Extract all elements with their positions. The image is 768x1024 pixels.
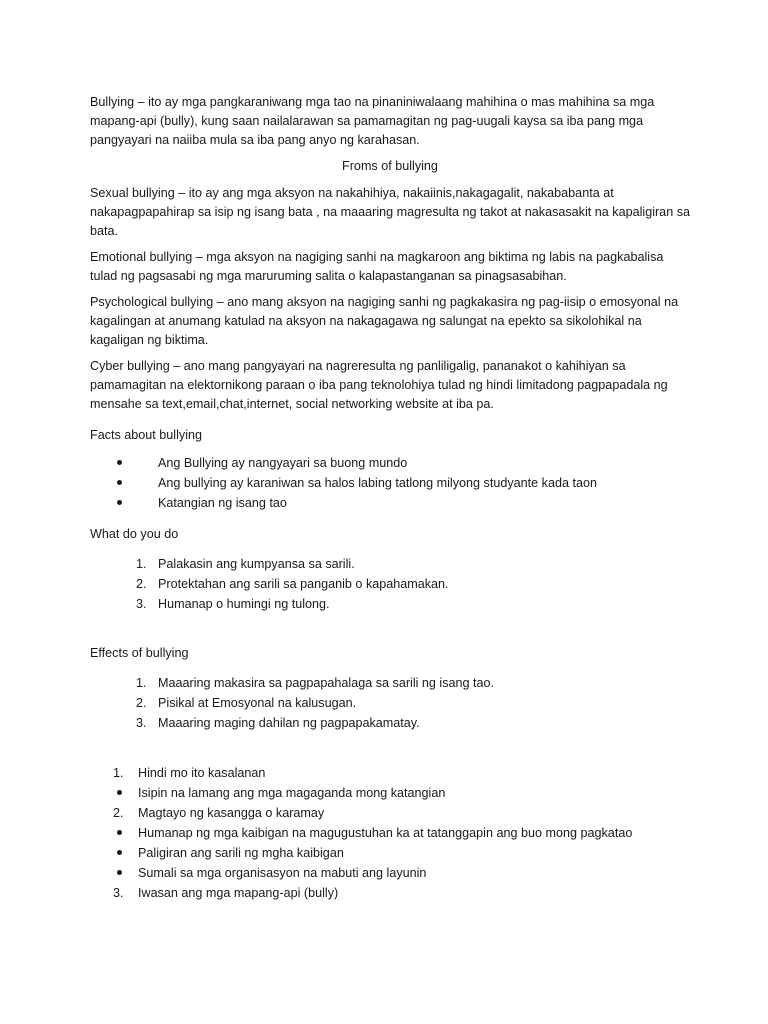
list-item: [90, 574, 690, 594]
list-item: [90, 883, 690, 903]
list-item-text: Isipin na lamang ang mga magaganda mong katangian: [138, 786, 446, 800]
list-item-text: Palakasin ang kumpyansa sa sarili.: [158, 557, 355, 571]
facts-list: [90, 453, 690, 513]
list-number: 3.: [113, 886, 124, 900]
list-item: [90, 843, 690, 863]
list-number: 2.: [113, 806, 124, 820]
list-item-text: Humanap ng mga kaibigan na magugustuhan ka at tatanggapin ang buo mong pagkatao: [138, 826, 633, 840]
what-list: [90, 554, 690, 614]
facts-heading: Facts about bullying: [90, 428, 203, 442]
list-item-text: Ang bullying ay karaniwan sa halos labing tatlong milyong studyante kada taon: [158, 476, 597, 490]
list-item: [90, 783, 690, 803]
list-item-text: Magtayo ng kasangga o karamay: [138, 806, 325, 820]
forms-heading: Froms of bullying: [342, 159, 438, 173]
list-item: [90, 693, 690, 713]
psychological-bullying-paragraph: Psychological bullying – ano mang aksyon na nagiging sanhi ng pagkakasira ng pag-iisip o emosyonal na kagalingan at anumang katulad na aksyon na nakagagawa ng salungat na epekto sa sikolohikal na kagaligan ng biktima.: [90, 295, 679, 347]
list-number: 2.: [136, 577, 147, 591]
list-number: 1.: [136, 676, 147, 690]
list-item-text: Paligiran ang sarili ng mgha kaibigan: [138, 846, 344, 860]
list-number: 2.: [136, 696, 147, 710]
effects-list: [90, 673, 690, 733]
list-item: [90, 713, 690, 733]
list-item: [90, 863, 690, 883]
list-item-text: Maaaring maging dahilan ng pagpapakamatay.: [158, 716, 420, 730]
list-item: [90, 803, 690, 823]
list-item-text: Pisikal at Emosyonal na kalusugan.: [158, 696, 357, 710]
list-item: [90, 473, 690, 493]
list-item: [90, 594, 690, 614]
list-number: 3.: [136, 597, 147, 611]
list-number: 1.: [136, 557, 147, 571]
list-number: 1.: [113, 766, 124, 780]
list-item: [90, 823, 690, 843]
list-item-text: Protektahan ang sarili sa panganib o kapahamakan.: [158, 577, 449, 591]
list-item: [90, 673, 690, 693]
list-item: [90, 453, 690, 473]
document-body: [90, 93, 690, 903]
emotional-bullying-paragraph: Emotional bullying – mga aksyon na nagiging sanhi na magkaroon ang biktima ng labis na pagkabalisa tulad ng pagsasabi ng mga maruruming salita o kalapastanganan sa pinagsasabihan.: [90, 250, 664, 283]
intro-paragraph: Bullying – ito ay mga pangkaraniwang mga tao na pinaniniwalaang mahihina o mas mahihina sa mga mapang-api (bully), kung saan nailalarawan sa pamamagitan ng pag-uugali kaysa sa iba pang mga pangyayari na naiiba mula sa iba pang anyo ng karahasan.: [90, 95, 655, 147]
effects-heading: Effects of bullying: [90, 646, 189, 660]
list-item-text: Iwasan ang mga mapang-api (bully): [138, 886, 339, 900]
list-item-text: Katangian ng isang tao: [158, 496, 287, 510]
list-item-text: Sumali sa mga organisasyon na mabuti ang layunin: [138, 866, 427, 880]
list-item: [90, 763, 690, 783]
cyber-bullying-paragraph: Cyber bullying – ano mang pangyayari na nagreresulta ng panliligalig, pananakot o kahihiyan sa pamamagitan na elektornikong paraan o iba pang teknolohiya tulad ng hindi limitadong pagpapadala ng mensahe sa text,email,chat,internet, social networking website at iba pa.: [90, 359, 668, 411]
list-item: [90, 554, 690, 574]
list-number: 3.: [136, 716, 147, 730]
tips-list: [90, 763, 690, 903]
list-item: [90, 493, 690, 513]
what-heading: What do you do: [90, 527, 179, 541]
list-item-text: Maaaring makasira sa pagpapahalaga sa sarili ng isang tao.: [158, 676, 495, 690]
sexual-bullying-paragraph: Sexual bullying – ito ay ang mga aksyon na nakahihiya, nakaiinis,nakagagalit, nakababanta at nakapagpapahirap sa isip ng isang bata , na maaaring magresulta ng takot at nakasasakit na kapaligiran sa bata.: [90, 186, 690, 238]
list-item-text: Humanap o humingi ng tulong.: [158, 597, 330, 611]
list-item-text: Hindi mo ito kasalanan: [138, 766, 266, 780]
list-item-text: Ang Bullying ay nangyayari sa buong mundo: [158, 456, 408, 470]
